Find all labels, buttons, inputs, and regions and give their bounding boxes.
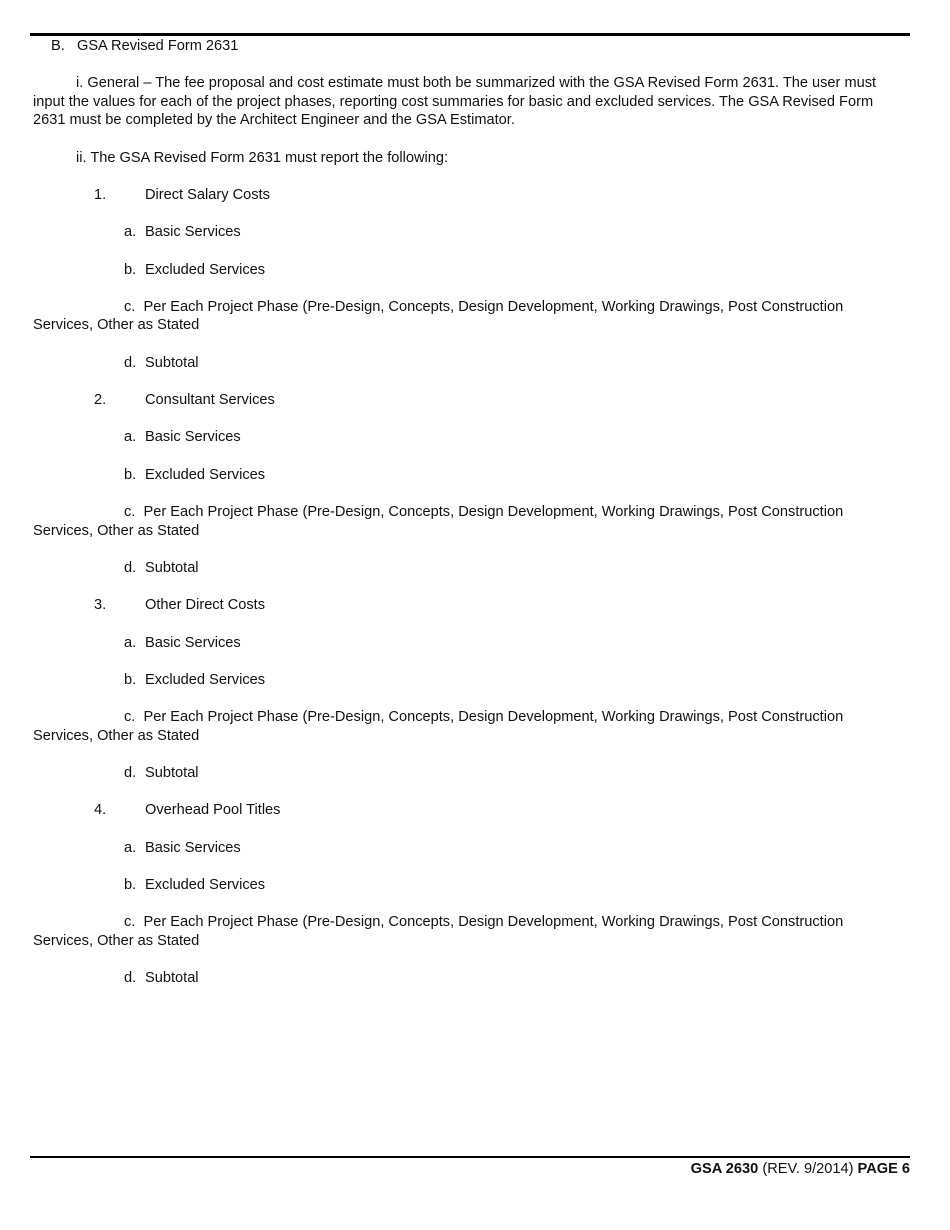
item-number: 3. — [94, 597, 107, 614]
item-number: 4. — [94, 802, 107, 819]
subitem-text: Per Each Project Phase (Pre-Design, Concepts, Design Development, Working Drawings, Post Construction Services, Other as Stated — [33, 298, 844, 334]
report-intro: ii. The GSA Revised Form 2631 must report the following: — [76, 150, 449, 166]
subitem-letter: b. — [124, 671, 137, 688]
subitem-text: Excluded Services — [145, 877, 266, 894]
subitem-wrapped — [33, 913, 898, 950]
subitem-text: Excluded Services — [145, 261, 266, 278]
section-title: GSA Revised Form 2631 — [76, 38, 239, 54]
item-title: Consultant Services — [145, 392, 275, 409]
subitem-text: Excluded Services — [145, 466, 266, 483]
subitem-letter: a. — [124, 429, 137, 446]
page-footer — [691, 1160, 910, 1179]
footer-form: GSA 2630 — [690, 1161, 759, 1177]
subitem-letter: a. — [124, 839, 137, 856]
subitem-wrapped — [33, 708, 898, 745]
subitem-text: Subtotal — [145, 354, 199, 371]
item-title: Other Direct Costs — [145, 597, 266, 614]
top-rule — [30, 33, 910, 36]
subitem-text: Subtotal — [145, 765, 199, 782]
subitem-text: Basic Services — [145, 224, 241, 241]
subitem-letter: b. — [124, 877, 137, 894]
section-letter: B. — [51, 38, 65, 54]
section-heading — [51, 37, 238, 56]
subitem-letter: c. — [124, 504, 136, 521]
subitem-letter: b. — [124, 261, 137, 278]
subitem-text: Basic Services — [145, 429, 241, 446]
subitem-letter: b. — [124, 466, 137, 483]
general-paragraph — [33, 74, 898, 130]
subitem-text: Subtotal — [145, 970, 199, 987]
subitem-text: Per Each Project Phase (Pre-Design, Concepts, Design Development, Working Drawings, Post Construction Services, Other as Stated — [33, 914, 844, 949]
subitem-text: Per Each Project Phase (Pre-Design, Concepts, Design Development, Working Drawings, Post Construction Services, Other as Stated — [33, 709, 844, 744]
subitem-letter: a. — [124, 224, 137, 241]
item-title: Overhead Pool Titles — [145, 802, 281, 819]
subitem-letter: a. — [124, 634, 137, 651]
subitem-wrapped — [33, 503, 898, 540]
subitem-letter: d. — [124, 354, 137, 371]
subitem-text: Subtotal — [145, 560, 199, 576]
item-number: 2. — [94, 392, 107, 409]
footer-page: PAGE 6 — [857, 1161, 910, 1177]
subitem-letter: d. — [124, 970, 137, 987]
subitem-text: Basic Services — [145, 634, 241, 651]
general-text: General – The fee proposal and cost estimate must both be summarized with the GSA Revised Form 2631. The user must input the values for each of the project phases, reporting cost summaries for basic and excluded services. The GSA Revised Form 2631 must be completed by the Architect Engineer and the GSA Estimator. — [33, 75, 877, 128]
subitem-letter: c. — [124, 914, 136, 931]
item-title: Direct Salary Costs — [145, 187, 270, 203]
item-number: 1. — [94, 187, 107, 203]
subitem-text: Excluded Services — [145, 671, 266, 688]
subitem-wrapped — [33, 298, 898, 335]
subitem-letter: c. — [124, 298, 136, 315]
bottom-rule — [30, 1156, 910, 1158]
subitem-text: Basic Services — [145, 839, 241, 856]
subitem-letter: c. — [124, 709, 136, 726]
subitem-letter: d. — [124, 765, 137, 782]
subitem-text: Per Each Project Phase (Pre-Design, Concepts, Design Development, Working Drawings, Post Construction Services, Other as Stated — [33, 504, 844, 539]
general-lead: i. — [76, 75, 84, 91]
footer-revision: (REV. 9/2014) — [762, 1161, 854, 1177]
subitem-letter: d. — [124, 560, 137, 576]
